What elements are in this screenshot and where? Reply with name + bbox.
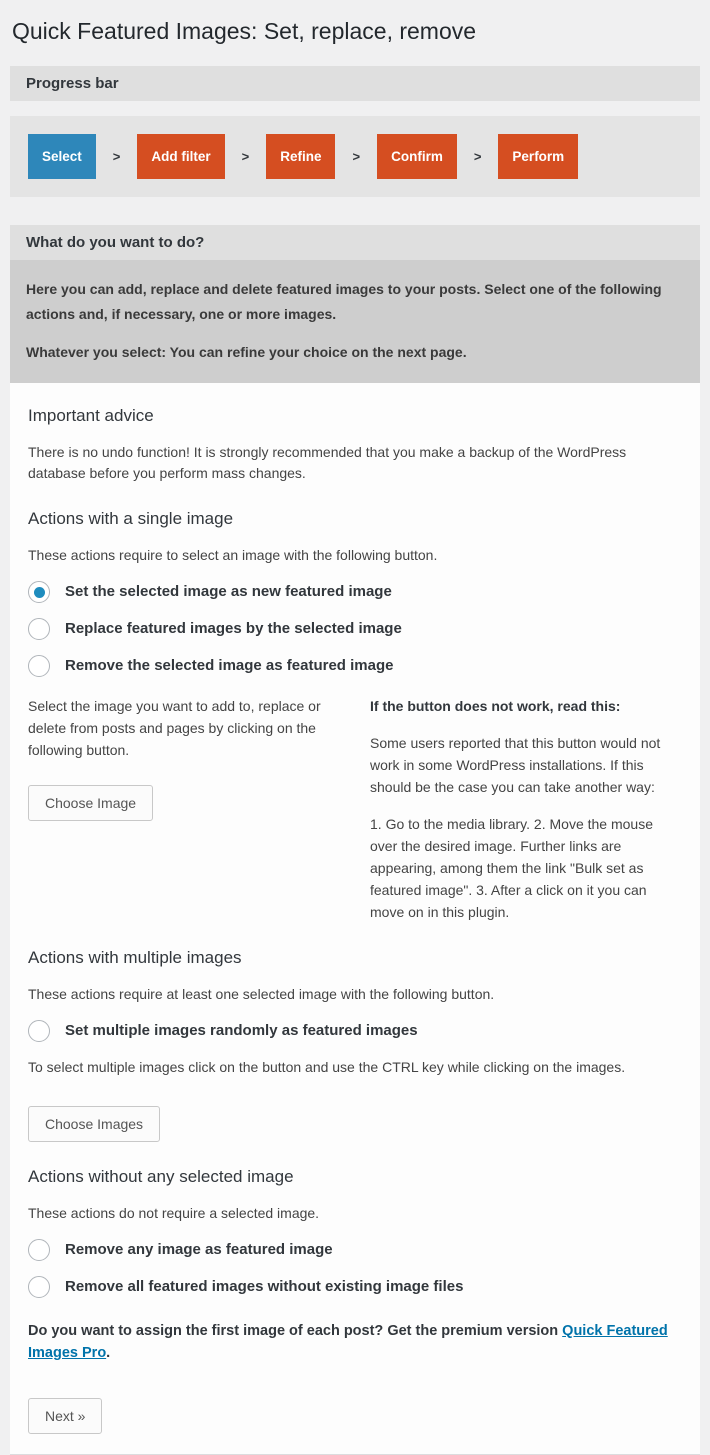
radio-remove-selected[interactable] <box>28 655 50 677</box>
choose-image-instructions: Select the image you want to add to, replace or delete from posts and pages by clicking on the following button. <box>28 698 321 758</box>
radio-label-remove-all-missing[interactable]: Remove all featured images without existing image files <box>65 1278 464 1295</box>
radio-row-replace-featured[interactable] <box>28 618 682 640</box>
main-content-box <box>10 383 700 1455</box>
button-help-heading: If the button does not work, read this: <box>370 698 621 714</box>
intro-paragraph-2: Whatever you select: You can refine your choice on the next page. <box>26 344 467 360</box>
page-wrap <box>10 0 700 1455</box>
premium-promo <box>28 1320 682 1364</box>
step-add-filter[interactable]: Add filter <box>137 134 224 179</box>
step-separator: > <box>112 149 121 164</box>
step-confirm[interactable]: Confirm <box>377 134 457 179</box>
radio-label-set-featured[interactable]: Set the selected image as new featured image <box>65 583 392 600</box>
radio-row-set-featured[interactable] <box>28 581 682 603</box>
button-help-paragraph-2: 1. Go to the media library. 2. Move the mouse over the desired image. Further links are appearing, among them the link "Bulk set as featured image". 3. After a click on it you can move on in this plugin. <box>370 816 653 920</box>
radio-label-set-random[interactable]: Set multiple images randomly as featured images <box>65 1022 418 1039</box>
page-title: Quick Featured Images: Set, replace, remove <box>12 18 477 44</box>
radio-row-remove-selected[interactable] <box>28 655 682 677</box>
step-refine[interactable]: Refine <box>266 134 335 179</box>
what-to-do-header: What do you want to do? <box>10 225 700 260</box>
radio-row-remove-all-missing[interactable] <box>28 1276 682 1298</box>
choose-image-button[interactable]: Choose Image <box>28 785 153 821</box>
multiple-images-hint: To select multiple images click on the button and use the CTRL key while clicking on the images. <box>28 1059 626 1075</box>
step-select[interactable]: Select <box>28 134 96 179</box>
premium-promo-suffix: . <box>106 1345 111 1361</box>
step-separator: > <box>473 149 482 164</box>
progress-steps <box>10 116 700 197</box>
radio-label-remove-any[interactable]: Remove any image as featured image <box>65 1241 333 1258</box>
radio-label-remove-selected[interactable]: Remove the selected image as featured image <box>65 657 394 674</box>
button-help-paragraph-1: Some users reported that this button would not work in some WordPress installations. If this should be the case you can take another way: <box>370 735 661 795</box>
radio-set-featured[interactable] <box>28 581 50 603</box>
step-perform[interactable]: Perform <box>498 134 578 179</box>
multiple-images-intro: These actions require at least one selected image with the following button. <box>28 986 495 1002</box>
progress-bar-header: Progress bar <box>10 66 700 101</box>
next-button[interactable]: Next » <box>28 1398 102 1434</box>
no-image-heading: Actions without any selected image <box>28 1167 294 1186</box>
radio-remove-any[interactable] <box>28 1239 50 1261</box>
important-advice-heading: Important advice <box>28 406 154 425</box>
radio-row-set-random[interactable] <box>28 1020 682 1042</box>
step-separator: > <box>241 149 250 164</box>
no-image-intro: These actions do not require a selected image. <box>28 1205 320 1221</box>
intro-paragraph-1: Here you can add, replace and delete featured images to your posts. Select one of the following actions and, if necessary, one or more images. <box>26 281 662 322</box>
radio-label-replace-featured[interactable]: Replace featured images by the selected image <box>65 620 402 637</box>
premium-promo-text: Do you want to assign the first image of each post? Get the premium version <box>28 1323 563 1339</box>
single-image-intro: These actions require to select an image with the following button. <box>28 547 438 563</box>
radio-set-random[interactable] <box>28 1020 50 1042</box>
radio-row-remove-any[interactable] <box>28 1239 682 1261</box>
choose-image-left-column <box>28 695 340 923</box>
radio-remove-all-missing[interactable] <box>28 1276 50 1298</box>
multiple-images-heading: Actions with multiple images <box>28 948 242 967</box>
radio-replace-featured[interactable] <box>28 618 50 640</box>
important-advice-text: There is no undo function! It is strongly recommended that you make a backup of the WordPress database before you perform mass changes. <box>28 444 627 481</box>
choose-image-columns <box>28 695 682 923</box>
single-image-heading: Actions with a single image <box>28 509 234 528</box>
choose-images-button[interactable]: Choose Images <box>28 1106 160 1142</box>
button-help-right-column <box>370 695 682 923</box>
radio-dot <box>34 587 45 598</box>
premium-pro-link[interactable]: Quick Featured Images Pro <box>28 1323 668 1361</box>
step-separator: > <box>352 149 361 164</box>
intro-description-box <box>10 260 700 383</box>
